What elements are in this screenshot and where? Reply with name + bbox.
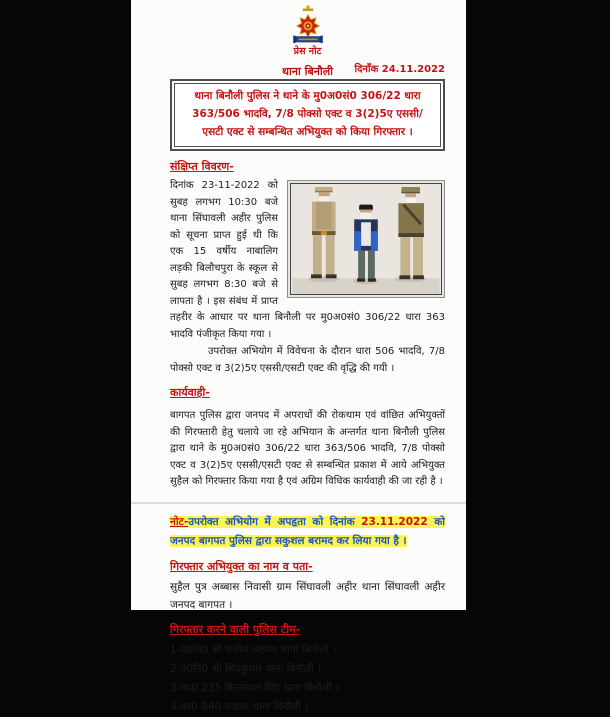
note-label: नोट- <box>170 515 189 528</box>
up-police-emblem-icon <box>287 5 329 45</box>
station-name: थाना बिनौली <box>281 65 334 78</box>
summary-heading: संक्षिप्त विवरण- <box>170 160 234 173</box>
action-paragraph: बागपत पुलिस द्वारा जनपद में अपराधों की रोकथाम एवं वांछित अभियुक्तों की गिरफ्तारी हेतु चलाये जा रहे अभियान के अन्तर्गत थाना बिनौली पुलिस द्वारा थाने के मु0अ0सं0 306/22 धारा 363/506 भादवि, 7/8 पोक्सो एक्ट व 3(2)5ए एससी/एसटी एक्ट से सम्बन्धित प्रकाश में आये अभियुक्त सुहैल को गिरफ्तार किया गया है एवं अग्रिम विधिक कार्यवाही की जा रही है । <box>170 410 445 487</box>
police-team-list <box>170 641 445 717</box>
summary-paragraph-2: उपरोक्त अभियोग में विवेचना के दौरान धारा 506 भादवि, 7/8 पोक्सो एक्ट व 3(2)5ए एससी/एसटी एक्ट की वृद्धि की गयी । <box>170 346 445 374</box>
note-paragraph <box>170 513 445 551</box>
arrest-photo <box>287 180 445 298</box>
press-note-date: दिनाँक 24.11.2022 <box>354 64 445 75</box>
station-date-row <box>170 60 445 78</box>
headline-box <box>170 79 445 151</box>
accused-heading: गिरफ्तार अभियुक्त का नाम व पता- <box>170 559 313 573</box>
section-divider <box>131 502 466 504</box>
team-member: 2-उ0नि0 श्री शिवकुमार थाना बिनौली । <box>170 662 322 675</box>
page-content <box>131 0 466 717</box>
headline-text: थाना बिनौली पुलिस ने थाने के मु0अ0सं0 306/22 धारा 363/506 भादवि, 7/8 पोक्सो एक्ट व 3(2)5ए एससी/एसटी एक्ट से सम्बन्धित अभियुक्त को किया गिरफ्तार । <box>174 83 441 147</box>
note-date: 23.11.2022 <box>361 515 428 528</box>
team-member: 1-प्र0नि0 श्री सलीम अहमद थाना बिनौली । <box>170 643 337 656</box>
press-note-page <box>131 0 466 713</box>
team-member: 3-का0 235 किरनपाल सिंह थाना बिनौली । <box>170 681 340 694</box>
arrest-photo-image <box>290 183 442 295</box>
press-note-label: प्रेस नोट <box>293 46 322 57</box>
summary-paragraph-1: दिनांक 23-11-2022 को सुबह लगभग 10:30 बजे थाना सिंघावली अहीर पुलिस को सूचना प्राप्त हुई थी कि एक 15 वर्षीय नाबालिग लड़की बिलौचपुरा के स्कूल से सुबह लगभग 8:30 बजे से लापता है । इस संबंध में प्राप्त तहरीर के आधार पर थाना बिनौली पर मु0अ0सं0 306/22 धारा 363 भादवि पंजीकृत किया गया । <box>170 180 445 340</box>
team-heading: गिरफ्तार करने वाली पुलिस टीम- <box>170 622 301 636</box>
action-heading: कार्यवाही- <box>170 386 210 399</box>
note-text-after-date: को जनपद बागपत पुलिस द्वारा सकुशल बरामद कर लिया गया है । <box>170 515 445 547</box>
accused-detail: सुहैल पुत्र अब्बास निवासी ग्राम सिंघावली अहीर थाना सिंघावली अहीर जनपद बागपत । <box>170 580 445 611</box>
note-text-before-date: उपरोक्त अभियोग में अपहृता को दिनांक <box>188 515 362 528</box>
team-member: 4-का0 840 ज्वाला थाना बिनौली । <box>170 700 309 713</box>
